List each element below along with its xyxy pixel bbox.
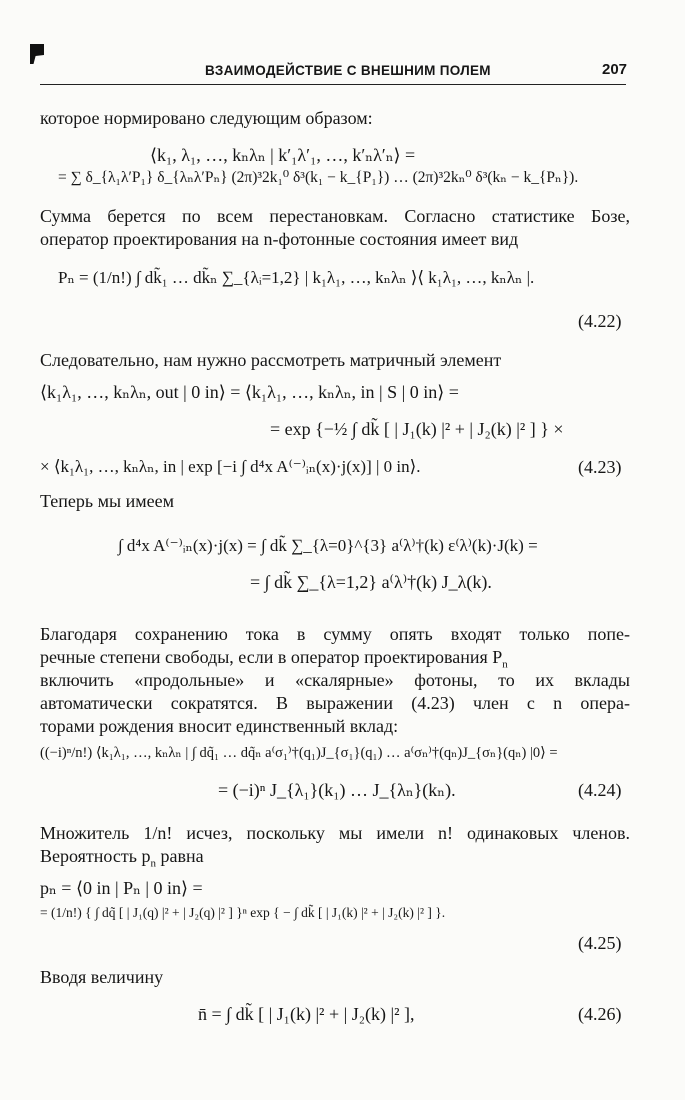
paragraph-introducing: Вводя величину xyxy=(40,967,164,987)
equation-coupling-line1: ∫ d⁴x A⁽⁻⁾ᵢₙ(x)·j(x) = ∫ dk̃ ∑_{λ=0}^{3} a⁽λ⁾†(k) ε⁽λ⁾(k)·J(k) = xyxy=(118,536,538,555)
header-rule xyxy=(40,84,626,85)
paragraph-bose-line1: Сумма берется по всем перестановкам. Согласно статистике Бозе, xyxy=(40,206,630,226)
paragraph-intro: которое нормировано следующим образом: xyxy=(40,108,373,128)
page-number: 207 xyxy=(602,61,628,78)
paragraph-matrix-element: Следовательно, нам нужно рассмотреть матричный элемент xyxy=(40,350,502,370)
paragraph-current-line5: торами рождения вносит единственный вклад: xyxy=(40,716,399,736)
paragraph-now-we-have: Теперь мы имеем xyxy=(40,491,175,511)
equation-mean-photons: n̄ = ∫ dk̃ [ | J₁(k) |² + | J₂(k) |² ], xyxy=(198,1004,415,1024)
paragraph-current-line2: речные степени свободы, если в оператор проектирования $P_n$ xyxy=(40,647,508,671)
equation-contribution-line1: ((−i)ⁿ/n!) ⟨k₁λ₁, …, kₙλₙ | ∫ dq̃₁ … dq̃ₙ a⁽σ₁⁾†(q₁)J_{σ₁}(q₁) … a⁽σₙ⁾†(qₙ)J_{σₙ}(qₙ) |0⟩ = xyxy=(40,745,558,761)
equation-number-4-22: (4.22) xyxy=(578,311,622,331)
paragraph-factor-line2: Вероятность $p_n$ равна xyxy=(40,846,204,870)
equation-coupling-line2: = ∫ dk̃ ∑_{λ=1,2} a⁽λ⁾†(k) J_λ(k). xyxy=(250,572,492,592)
running-title: ВЗАИМОДЕЙСТВИЕ С ВНЕШНИМ ПОЛЕМ xyxy=(205,63,491,78)
equation-probability-line2: = (1/n!) { ∫ dq̃ [ | J₁(q) |² + | J₂(q) |² ] }ⁿ exp { − ∫ dk̃ [ | J₁(k) |² + | J₂(k) |² ] }. xyxy=(40,905,446,920)
equation-number-4-23: (4.23) xyxy=(578,457,622,477)
equation-number-4-25: (4.25) xyxy=(578,933,622,953)
equation-projector: Pₙ = (1/n!) ∫ dk̃₁ … dk̃ₙ ∑_{λᵢ=1,2} | k₁λ₁, …, kₙλₙ ⟩⟨ k₁λ₁, …, kₙλₙ |. xyxy=(58,268,535,287)
equation-matrix-line2: = exp {−½ ∫ dk̃ [ | J₁(k) |² + | J₂(k) |² ] } × xyxy=(270,419,564,439)
equation-number-4-26: (4.26) xyxy=(578,1004,622,1024)
paragraph-current-line3: включить «продольные» и «скалярные» фотоны, то их вклады xyxy=(40,670,630,690)
equation-norm-line2: = ∑ δ_{λ₁λ′P₁} δ_{λₙλ′Pₙ} (2π)³2k₁⁰ δ³(k₁ − k_{P₁}) … (2π)³2kₙ⁰ δ³(kₙ − k_{Pₙ}). xyxy=(58,169,579,186)
equation-probability-line1: pₙ = ⟨0 in | Pₙ | 0 in⟩ = xyxy=(40,878,203,898)
equation-number-4-24: (4.24) xyxy=(578,780,622,800)
paragraph-factor-line1: Множитель 1/n! исчез, поскольку мы имели n! одинаковых членов. xyxy=(40,823,630,843)
equation-norm-line1: ⟨k₁, λ₁, …, kₙλₙ | k′₁λ′₁, …, k′ₙλ′ₙ⟩ = xyxy=(150,145,416,165)
equation-contribution-line2: = (−i)ⁿ J_{λ₁}(k₁) … J_{λₙ}(kₙ). xyxy=(218,780,456,800)
paragraph-current-line1: Благодаря сохранению тока в сумму опять входят только попе- xyxy=(40,624,630,644)
paragraph-bose-line2: оператор проектирования на n-фотонные состояния имеет вид xyxy=(40,229,519,249)
equation-matrix-line3: × ⟨k₁λ₁, …, kₙλₙ, in | exp [−i ∫ d⁴x A⁽⁻⁾ᵢₙ(x)·j(x)] | 0 in⟩. xyxy=(40,457,421,476)
corner-mark xyxy=(30,44,44,64)
paragraph-current-line4: автоматически сократятся. В выражении (4.23) член с n опера- xyxy=(40,693,630,713)
equation-matrix-line1: ⟨k₁λ₁, …, kₙλₙ, out | 0 in⟩ = ⟨k₁λ₁, …, kₙλₙ, in | S | 0 in⟩ = xyxy=(40,382,459,402)
